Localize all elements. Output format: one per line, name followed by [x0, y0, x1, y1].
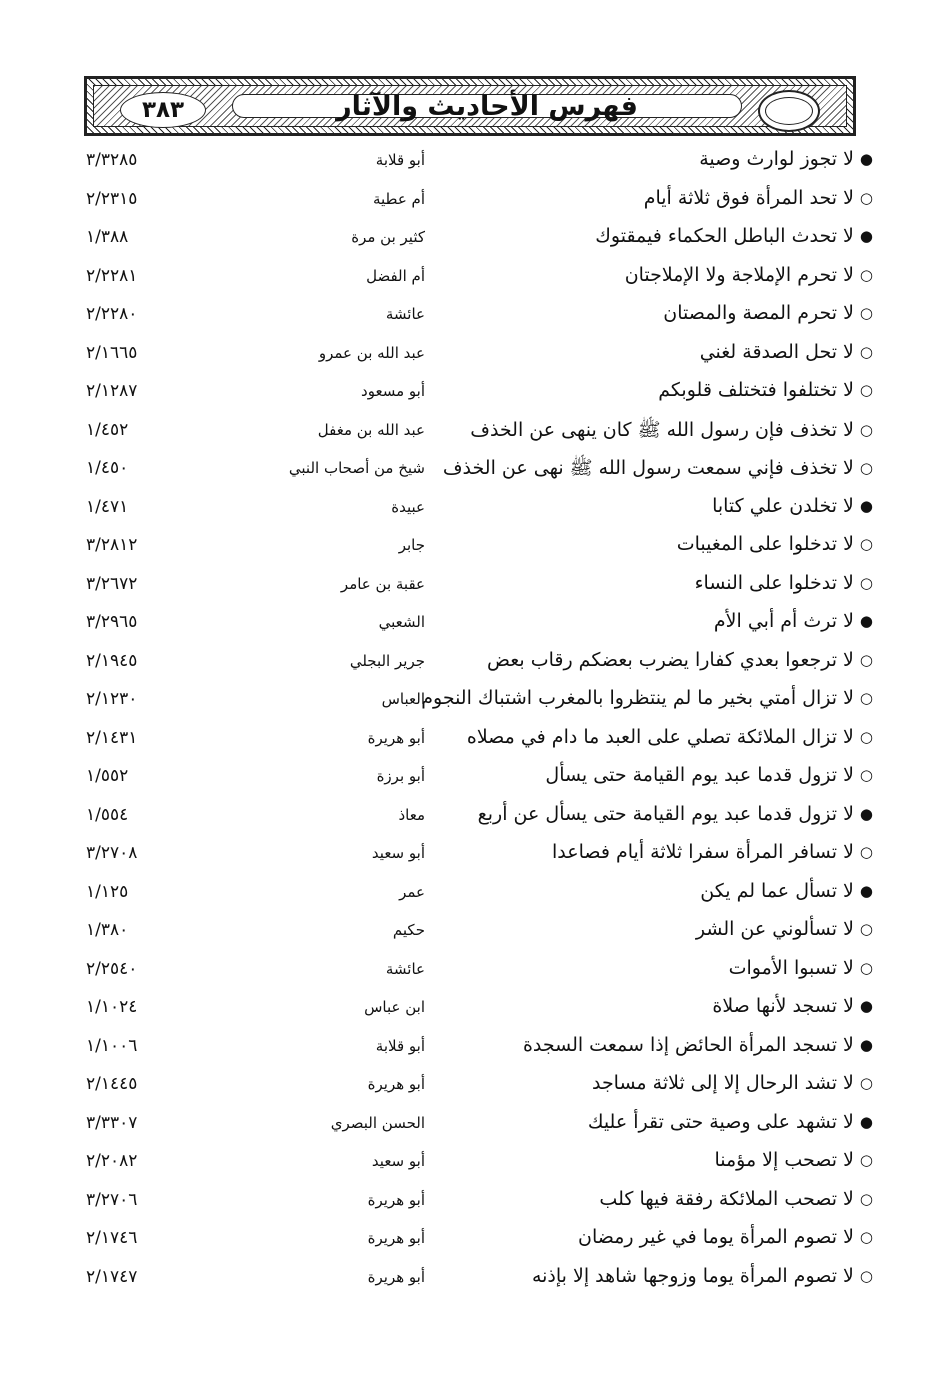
filled-circle-icon: ● — [859, 496, 873, 515]
narrator-name: الحسن البصري — [330, 1113, 425, 1132]
hadith-text: لا تسبوا الأموات — [728, 956, 854, 979]
hadith-entry — [487, 649, 873, 671]
volume-number-ref: ٢/١٤٤٥ — [86, 1074, 138, 1094]
index-row — [0, 798, 937, 837]
index-row — [0, 1067, 937, 1106]
hadith-entry — [599, 1188, 873, 1210]
narrator-name: أبو هريرة — [367, 728, 425, 747]
volume-number-ref: ١/١٠٠٦ — [86, 1035, 138, 1056]
hadith-text: لا تجوز لوارث وصية — [699, 148, 854, 170]
hollow-circle-icon: ○ — [859, 1074, 873, 1092]
hadith-text: لا ترث أم أبي الأم — [713, 610, 854, 632]
index-row — [0, 182, 937, 221]
hadith-entry — [714, 610, 873, 632]
hadith-entry — [729, 957, 873, 979]
hollow-circle-icon: ○ — [859, 843, 873, 861]
volume-number-ref: ١/٥٥٤ — [86, 804, 129, 825]
hollow-circle-icon: ○ — [859, 1228, 873, 1246]
filled-circle-icon: ● — [859, 1035, 873, 1054]
hollow-circle-icon: ○ — [859, 420, 873, 439]
index-row — [0, 1221, 937, 1260]
narrator-name: حكيم — [392, 921, 425, 939]
index-row — [0, 220, 937, 259]
hadith-text: لا تزال الملائكة تصلي على العبد ما دام في مصلاه — [466, 725, 854, 748]
hadith-entry — [467, 726, 873, 748]
index-row — [0, 336, 937, 375]
volume-number-ref: ١/١٢٥ — [86, 881, 129, 902]
volume-number-ref: ٣/٢٧٠٨ — [86, 843, 138, 863]
hadith-entry — [663, 302, 873, 324]
narrator-name: الشعبي — [378, 613, 425, 631]
title-cartouche — [232, 90, 742, 122]
hadith-text: لا تحرم المصة والمصتان — [663, 302, 854, 324]
narrator-name: جرير البجلي — [349, 651, 425, 670]
narrator-name: أبو هريرة — [367, 1190, 425, 1209]
narrator-name: أبو مسعود — [361, 382, 425, 400]
hadith-text: لا تخذف فإني سمعت رسول الله ﷺ نهى عن الخذف — [442, 457, 854, 479]
hadith-entry — [443, 456, 873, 484]
hollow-circle-icon: ○ — [859, 727, 873, 746]
filled-circle-icon: ● — [859, 1112, 873, 1131]
hadith-entry — [625, 264, 873, 286]
hollow-circle-icon: ○ — [859, 650, 873, 669]
hadith-entry — [523, 1034, 873, 1056]
hadith-entry — [700, 341, 873, 363]
hadith-entry — [714, 1149, 873, 1171]
hadith-text: لا تصوم المرأة يوما في غير رمضان — [578, 1226, 854, 1248]
volume-number-ref: ٢/١٦٦٥ — [86, 342, 138, 363]
hollow-circle-icon: ○ — [859, 573, 873, 592]
hollow-circle-icon: ○ — [859, 535, 873, 553]
narrator-name: أبو سعيد — [371, 1152, 425, 1170]
volume-number-ref: ١/٣٨٨ — [86, 227, 129, 247]
volume-number-ref: ١/٤٥٠ — [86, 458, 129, 478]
hadith-entry — [696, 918, 873, 940]
index-row — [0, 490, 937, 529]
hadith-text: لا تصحب إلا مؤمنا — [714, 1149, 854, 1171]
filled-circle-icon: ● — [859, 227, 873, 245]
hadith-text: لا تسجد المرأة الحائض إذا سمعت السجدة — [522, 1033, 854, 1056]
narrator-name: أبو قلابة — [375, 151, 425, 169]
hadith-index-list — [0, 143, 937, 1298]
volume-number-ref: ٢/١٧٤٧ — [86, 1266, 138, 1287]
narrator-name: معاذ — [398, 805, 425, 824]
hadith-entry — [700, 880, 873, 902]
volume-number-ref: ٣/٢٦٧٢ — [86, 573, 138, 594]
index-row — [0, 721, 937, 760]
index-row — [0, 1183, 937, 1222]
volume-number-ref: ١/١٠٢٤ — [86, 997, 138, 1017]
filled-circle-icon: ● — [859, 881, 873, 900]
hadith-text: لا تزول قدما عبد يوم القيامة حتى يسأل — [545, 764, 854, 786]
hadith-entry — [588, 1111, 873, 1133]
volume-number-ref: ٢/١٢٨٧ — [86, 381, 138, 401]
index-row — [0, 374, 937, 413]
volume-number-ref: ٢/٢٣١٥ — [86, 188, 138, 209]
volume-number-ref: ٣/٢٧٠٦ — [86, 1189, 138, 1210]
hadith-text: لا تصوم المرأة يوما وزوجها شاهد إلا بإذنه — [531, 1264, 854, 1287]
volume-number-ref: ٢/٢٢٨١ — [86, 265, 138, 286]
hadith-text: لا تدخلوا على المغيبات — [676, 533, 854, 555]
hollow-circle-icon: ○ — [859, 459, 873, 477]
index-row — [0, 1106, 937, 1145]
filled-circle-icon: ● — [859, 997, 873, 1015]
volume-number-ref: ٢/١٤٣١ — [86, 727, 138, 748]
hadith-text: لا تشهد على وصية حتى تقرأ عليك — [587, 1110, 854, 1133]
hadith-entry — [578, 1226, 873, 1248]
volume-number-ref: ٢/٢٢٨٠ — [86, 304, 138, 324]
index-row — [0, 567, 937, 606]
volume-number-ref: ٢/٢٥٤٠ — [86, 958, 138, 979]
volume-number-ref: ٢/١٧٤٦ — [86, 1228, 138, 1248]
narrator-name: عائشة — [385, 305, 425, 323]
narrator-name: أبو هريرة — [367, 1267, 425, 1286]
hollow-circle-icon: ○ — [859, 766, 873, 784]
index-row — [0, 644, 937, 683]
hollow-circle-icon: ○ — [859, 689, 873, 707]
hadith-text: لا تشد الرحال إلا إلى ثلاثة مساجد — [591, 1072, 854, 1094]
volume-number-ref: ٢/١٩٤٥ — [86, 650, 138, 671]
index-row — [0, 1144, 937, 1183]
hollow-circle-icon: ○ — [859, 1266, 873, 1285]
hadith-text: لا تدخلوا على النساء — [694, 571, 854, 594]
narrator-name: أبو هريرة — [367, 1229, 425, 1247]
hadith-text: لا تزول قدما عبد يوم القيامة حتى يسأل عن أربع — [477, 802, 854, 825]
hadith-entry — [712, 995, 873, 1017]
narrator-name: العباس — [381, 690, 425, 708]
hadith-text: لا تحرم الإملاجة ولا الإملاجتان — [624, 263, 854, 286]
narrator-name: جابر — [398, 536, 425, 554]
narrator-name: عقبة بن عامر — [340, 574, 425, 593]
narrator-name: أم الفضل — [366, 266, 425, 285]
volume-number-ref: ١/٥٥٢ — [86, 766, 129, 786]
hadith-entry — [699, 148, 873, 170]
narrator-name: عبيدة — [391, 497, 425, 516]
volume-number-ref: ١/٤٧١ — [86, 496, 129, 517]
hadith-text: لا تحدث الباطل الحكماء فيمقتوك — [595, 225, 854, 247]
filled-circle-icon: ● — [859, 804, 873, 823]
hadith-entry — [478, 803, 873, 825]
hadith-entry — [677, 533, 873, 555]
page-number-cartouche — [120, 92, 206, 128]
narrator-name: أبو هريرة — [367, 1075, 425, 1093]
hadith-text: لا تخذف فإن رسول الله ﷺ كان ينهى عن الخذف — [470, 418, 854, 441]
narrator-name: أبو برزة — [376, 767, 425, 785]
index-row — [0, 952, 937, 991]
hadith-entry — [695, 572, 873, 594]
volume-number-ref: ٣/٢٨١٢ — [86, 535, 138, 555]
filled-circle-icon: ● — [859, 612, 873, 630]
index-row — [0, 875, 937, 914]
narrator-name: أبو سعيد — [371, 844, 425, 862]
hollow-circle-icon: ○ — [859, 188, 873, 207]
publisher-seal-logo — [758, 90, 820, 132]
hadith-entry — [545, 764, 873, 786]
hadith-entry — [421, 687, 873, 709]
narrator-name: ابن عباس — [364, 998, 425, 1016]
volume-number-ref: ٣/٣٢٨٥ — [86, 150, 138, 170]
hollow-circle-icon: ○ — [859, 304, 873, 322]
hadith-entry — [712, 495, 873, 517]
volume-number-ref: ٢/٢٠٨٢ — [86, 1151, 138, 1171]
page-number: ٣٨٣ — [141, 97, 185, 123]
narrator-name: عائشة — [385, 959, 425, 978]
narrator-name: عبد الله بن مغفل — [317, 420, 425, 439]
volume-number-ref: ٣/٢٩٦٥ — [86, 612, 138, 632]
hollow-circle-icon: ○ — [859, 342, 873, 361]
index-row — [0, 259, 937, 298]
seal-inner-ring — [765, 97, 813, 125]
hollow-circle-icon: ○ — [859, 265, 873, 284]
index-row — [0, 143, 937, 182]
index-row — [0, 528, 937, 567]
hadith-text: لا تخلدن علي كتابا — [712, 494, 854, 517]
narrator-name: عبد الله بن عمرو — [318, 343, 425, 362]
index-row — [0, 413, 937, 452]
index-row — [0, 297, 937, 336]
volume-number-ref: ٣/٣٣٠٧ — [86, 1112, 138, 1133]
volume-number-ref: ٢/١٢٣٠ — [86, 689, 138, 709]
hollow-circle-icon: ○ — [859, 1189, 873, 1208]
hollow-circle-icon: ○ — [859, 1151, 873, 1169]
hadith-text: لا تسألوني عن الشر — [695, 918, 854, 940]
hollow-circle-icon: ○ — [859, 381, 873, 399]
hadith-text: لا تسأل عما لم يكن — [700, 879, 854, 902]
hadith-entry — [595, 225, 873, 247]
index-row — [0, 759, 937, 798]
narrator-name: أم عطية — [372, 189, 425, 208]
hadith-text: لا تسافر المرأة سفرا ثلاثة أيام فصاعدا — [552, 841, 854, 863]
hadith-entry — [532, 1265, 873, 1287]
hadith-entry — [592, 1072, 873, 1094]
hadith-text: لا ترجعوا بعدي كفارا يضرب بعضكم رقاب بعض — [486, 648, 854, 671]
page-title: فهرس الأحاديث والآثار — [336, 90, 638, 122]
narrator-name: أبو قلابة — [375, 1036, 425, 1055]
hollow-circle-icon: ○ — [859, 958, 873, 977]
index-row — [0, 990, 937, 1029]
index-row — [0, 836, 937, 875]
header-ornament-frame — [93, 85, 847, 127]
hadith-text: لا تحل الصدقة لغني — [699, 340, 854, 363]
index-row — [0, 913, 937, 952]
hadith-text: لا تسجد لأنها صلاة — [712, 995, 854, 1017]
hollow-circle-icon: ○ — [859, 920, 873, 938]
hadith-entry — [470, 418, 873, 446]
page-header — [84, 76, 856, 136]
hadith-entry — [644, 187, 873, 209]
index-row — [0, 682, 937, 721]
index-row — [0, 451, 937, 490]
hadith-text: لا تزال أمتي بخير ما لم ينتظروا بالمغرب اشتباك النجوم — [421, 687, 854, 709]
narrator-name: كثير بن مرة — [351, 228, 425, 246]
volume-number-ref: ١/٤٥٢ — [86, 419, 129, 440]
narrator-name: شيخ من أصحاب النبي — [288, 459, 425, 477]
index-row — [0, 605, 937, 644]
hadith-entry — [552, 841, 873, 863]
volume-number-ref: ١/٣٨٠ — [86, 920, 129, 940]
filled-circle-icon: ● — [859, 150, 873, 168]
index-row — [0, 1260, 937, 1299]
index-row — [0, 1029, 937, 1068]
hadith-text: لا تحد المرأة فوق ثلاثة أيام — [643, 186, 854, 209]
hadith-text: لا تختلفوا فتختلف قلوبكم — [658, 379, 854, 401]
narrator-name: عمر — [399, 882, 425, 901]
hadith-text: لا تصحب الملائكة رفقة فيها كلب — [599, 1187, 854, 1210]
hadith-entry — [658, 379, 873, 401]
